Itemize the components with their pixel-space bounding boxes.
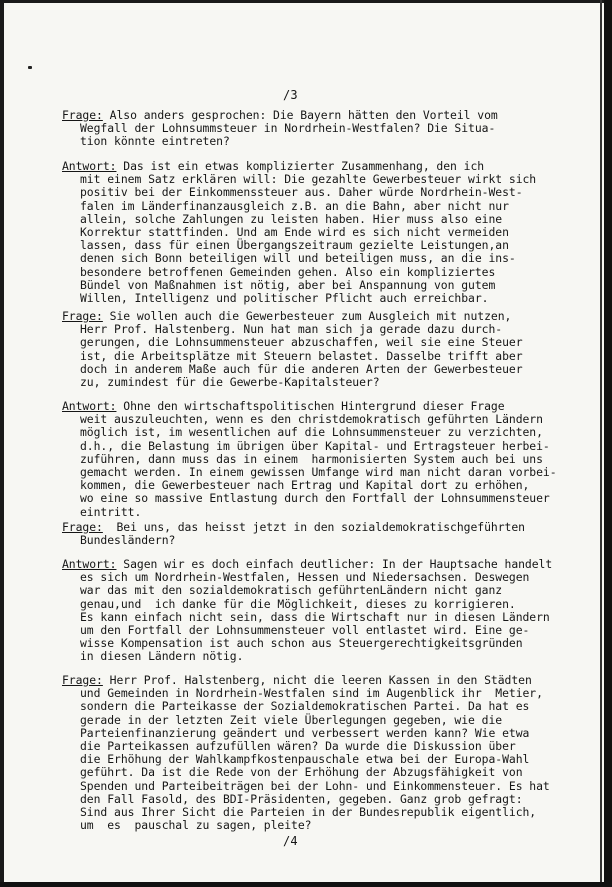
line-text: Das ist ein etwas komplizierter Zusammenhang, den ich [116,159,485,173]
text-line: um den Fortfall der Lohnsummensteuer voll entlastet wird. Eine ge- [80,623,530,638]
question-block [62,674,582,832]
text-line: Spenden und Parteibeiträgen bei der Lohn- und Einkommensteuer. Es hat [80,778,550,793]
text-line: denen sich Bonn beteiligen will und beteiligen muss, an die ins- [80,251,516,266]
text-line: Bundesländern? [80,533,176,548]
text-line: Herr Prof. Halstenberg. Nun hat man sich ja gerade dazu durch- [80,322,503,337]
text-line: es sich um Nordrhein-Westfalen, Hessen und Niedersachsen. Deswegen [80,570,530,585]
text-line: weit auszuleuchten, wenn es den christdemokratisch geführten Ländern [80,412,543,427]
text-line: falen im Länderfinanzausgleich z.B. an die Bahn, aber nicht nur [80,198,509,213]
page-footer-number: /4 [283,834,298,848]
answer-block [62,558,582,664]
text-line: d.h., die Belastung im übrigen über Kapital- und Ertragsteuer herbei- [80,438,550,453]
speaker-label: Frage: [62,309,103,323]
line-text: Sie wollen auch die Gewerbesteuer zum Ausgleich mit nutzen, [102,309,512,323]
text-line: lassen, dass für einen Übergangszeitraum gezielte Leistungen,an [80,238,509,253]
text-line: genau,und ich danke für die Möglichkeit, dieses zu korrigieren. [80,596,516,611]
line-text: Ohne den wirtschaftspolitischen Hintergrund dieser Frage [116,399,505,413]
text-line: und Gemeinden in Nordrhein-Westfalen sind im Augenblick ihr Metier, [80,686,543,701]
text-line: eintritt. [80,504,142,519]
text-line: gerade in der letzten Zeit viele Überlegungen gegeben, wie die [80,712,503,727]
text-line: war das mit den sozialdemokratisch geführtenLändern nicht ganz [80,583,503,598]
speaker-label: Frage: [62,520,103,534]
text-line: doch in anderem Maße auch für die anderen Arten der Gewerbesteuer [80,361,523,376]
text-line: zuführen, dann muss das in einem harmonisierten System auch bei uns [80,451,543,466]
scan-border [604,0,612,887]
text-line: den Fall Fasold, des BDI-Präsidenten, gegeben. Ganz grob gefragt: [80,791,523,806]
speaker-label: Antwort: [62,399,117,413]
question-block [62,109,582,149]
text-line: Korrektur stattfinden. Und am Ende wird es sich nicht vermeiden [80,225,509,240]
speaker-label: Antwort: [62,557,117,571]
text-line: gerungen, die Lohnsummensteuer abzuschaffen, weil sie eine Steuer [80,335,523,350]
scan-speck [28,66,32,69]
scan-border [600,0,602,887]
text-line: Sind aus Ihrer Sicht die Parteien in der Bundesrepublik eigentlich, [80,805,537,820]
line-text: Herr Prof. Halstenberg, nicht die leeren Kassen in den Städten [102,673,532,687]
line-text: Bei uns, das heisst jetzt in den sozialdemokratischgeführten [102,520,525,534]
text-line: sondern die Parteikasse der Sozialdemokratischen Partei. Da hat es [80,699,530,714]
line-text: Also anders gesprochen: Die Bayern hätten den Vorteil vom [102,108,498,122]
text-line: möglich ist, im wesentlichen auf die Lohnsummensteuer zu verzichten, [80,425,543,440]
question-block [62,310,582,389]
scan-border [0,0,612,3]
text-line: mit einem Satz erklären will: Die gezahlte Gewerbesteuer wirkt sich [80,172,537,187]
text-line: gemacht werden. In einem gewissen Umfange wird man nicht daran vorbei- [80,465,557,480]
text-line: Parteienfinanzierung geändert und verbessert werden kann? Wie etwa [80,725,530,740]
scan-border [0,882,612,887]
text-line: in diesen Ländern nötig. [80,649,244,664]
text-line: Willen, Intelligenz und politischer Pflicht auch erreichbar. [80,291,489,306]
text-line: die Erhöhung der Wahlkampfkostenpauschale etwa bei der Europa-Wahl [80,752,530,767]
text-line: wo eine so massive Entlastung durch den Fortfall der Lohnsummensteuer [80,491,550,506]
text-line: Wegfall der Lohnsummsteuer in Nordrhein-Westfalen? Die Situa- [80,121,496,136]
page-header-number: /3 [283,88,298,102]
text-line: die Parteikassen aufzufüllen wären? Da wurde die Diskussion über [80,739,516,754]
speaker-label: Antwort: [62,159,117,173]
text-line: tion könnte eintreten? [80,134,230,149]
text-line: ist, die Arbeitsplätze mit Steuern belastet. Dasselbe trifft aber [80,348,523,363]
line-text: Sagen wir es doch einfach deutlicher: In der Hauptsache handelt [116,557,553,571]
text-line: kommen, die Gewerbesteuer nach Ertrag und Kapital dort zu erhöhen, [80,478,530,493]
text-line: zu, zumindest für die Gewerbe-Kapitalsteuer? [80,375,380,390]
question-block [62,521,582,547]
speaker-label: Frage: [62,108,103,122]
answer-block [62,400,582,519]
text-line: positiv bei der Einkommenssteuer aus. Daher würde Nordrhein-West- [80,185,523,200]
text-line: Es kann einfach nicht sein, dass die Wirtschaft nur in diesen Ländern [80,609,550,624]
text-line: besondere betroffenen Gemeinden gehen. Also ein kompliziertes [80,264,496,279]
speaker-label: Frage: [62,673,103,687]
text-line: wisse Kompensation ist auch schon aus Steuergerechtigkeitsgründen [80,636,523,651]
text-line: um es pauschal zu sagen, pleite? [80,818,312,833]
text-line: Bündel von Maßnahmen ist nötig, aber bei Anspannung von gutem [80,277,496,292]
answer-block [62,160,582,305]
scan-border [0,0,4,887]
text-line: geführt. Da ist die Rede von der Erhöhung der Abzugsfähigkeit von [80,765,523,780]
text-line: allein, solche Zahlungen zu leisten haben. Hier muss also eine [80,211,503,226]
